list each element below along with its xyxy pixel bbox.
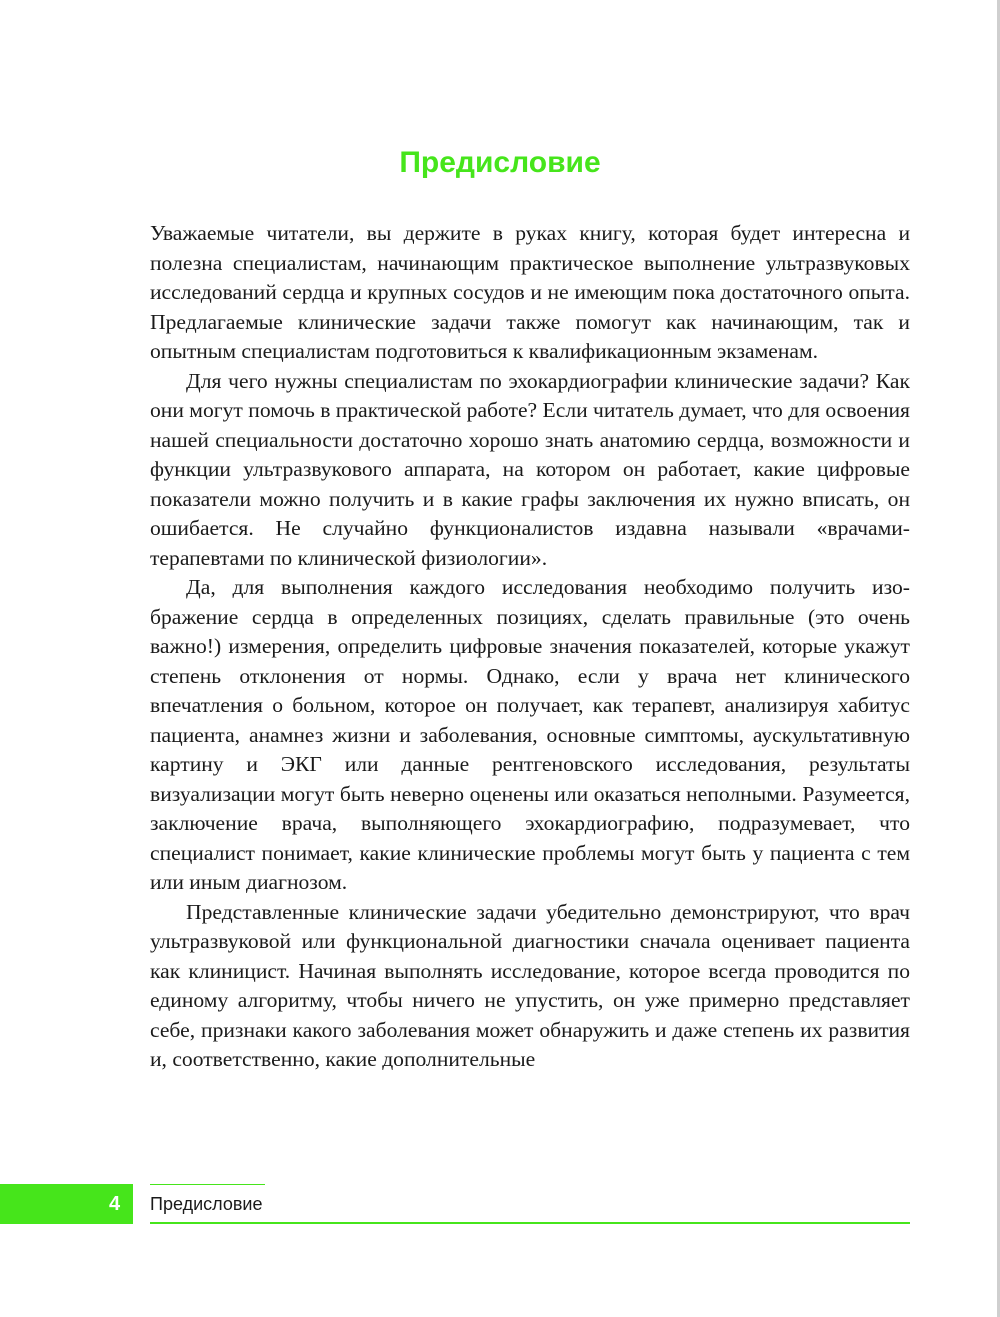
footer-rule-top [150,1184,265,1185]
body-text [150,219,910,1075]
paragraph-1: Уважаемые читатели, вы держите в руках книгу, которая будет интересна и полезна специалистам, начинающим практическое выполнение ультразвуковых исследований сердца и крупных сосудов и не имеющим пока достаточного опыта. Предлагаемые клинические задачи также помогут как начинающим, так и опытным специалистам подготовиться к квалификационным экзаменам. [150,221,910,363]
paragraph-4: Представленные клинические задачи убедительно демонстрируют, что врач ультразвуковой или функциональной диагностики сначала оценивает пациента как клиницист. Начиная выполнять исследование, которое всегда проводится по единому алгоритму, чтобы ничего не упустить, он уже примерно представляет себе, признаки какого заболевания может обнаружить и даже степень их развития и, соответственно, какие дополнительные [150,899,910,1071]
page-number: 4 [108,1193,121,1215]
paragraph-3: Да, для выполнения каждого исследования необходимо получить изображение сердца в определенных позициях, сделать правильные (это очень важно!) измерения, определить цифровые значения показателей, которые укажут степень отклонения от нормы. Однако, если у врача нет клинического впечатления о больном, которое он получает, как терапевт, анализируя хабитус пациента, анамнез жизни и заболевания, основные симптомы, аускультативную картину и ЭКГ или данные рентгеновского исследования, результаты визуализации могут быть неверно оценены или оказаться неполными. Разумеется, заключение врача, выполняющего эхокардиографию, подразумевает, что специалист понимает, какие клинические проблемы могут быть у пациента с тем или иным диагнозом. [150,575,910,894]
footer-rule-bottom [150,1222,910,1224]
footer-section-label: Предисловие [150,1194,263,1214]
page-title: Предисловие [399,146,601,179]
paragraph-2: Для чего нужны специалистам по эхокардиографии клинические задачи? Как они могут помочь в практической работе? Если читатель думает, что для освоения нашей специальности достаточно хорошо знать анатомию сердца, возможности и функции ультразвукового аппарата, на котором он работает, какие цифровые показатели можно получить и в какие графы заключения их нужно вписать, он ошибается. Не случайно функционалистов издавна называли «врачами-терапевтами по клинической физиологии». [150,368,910,570]
